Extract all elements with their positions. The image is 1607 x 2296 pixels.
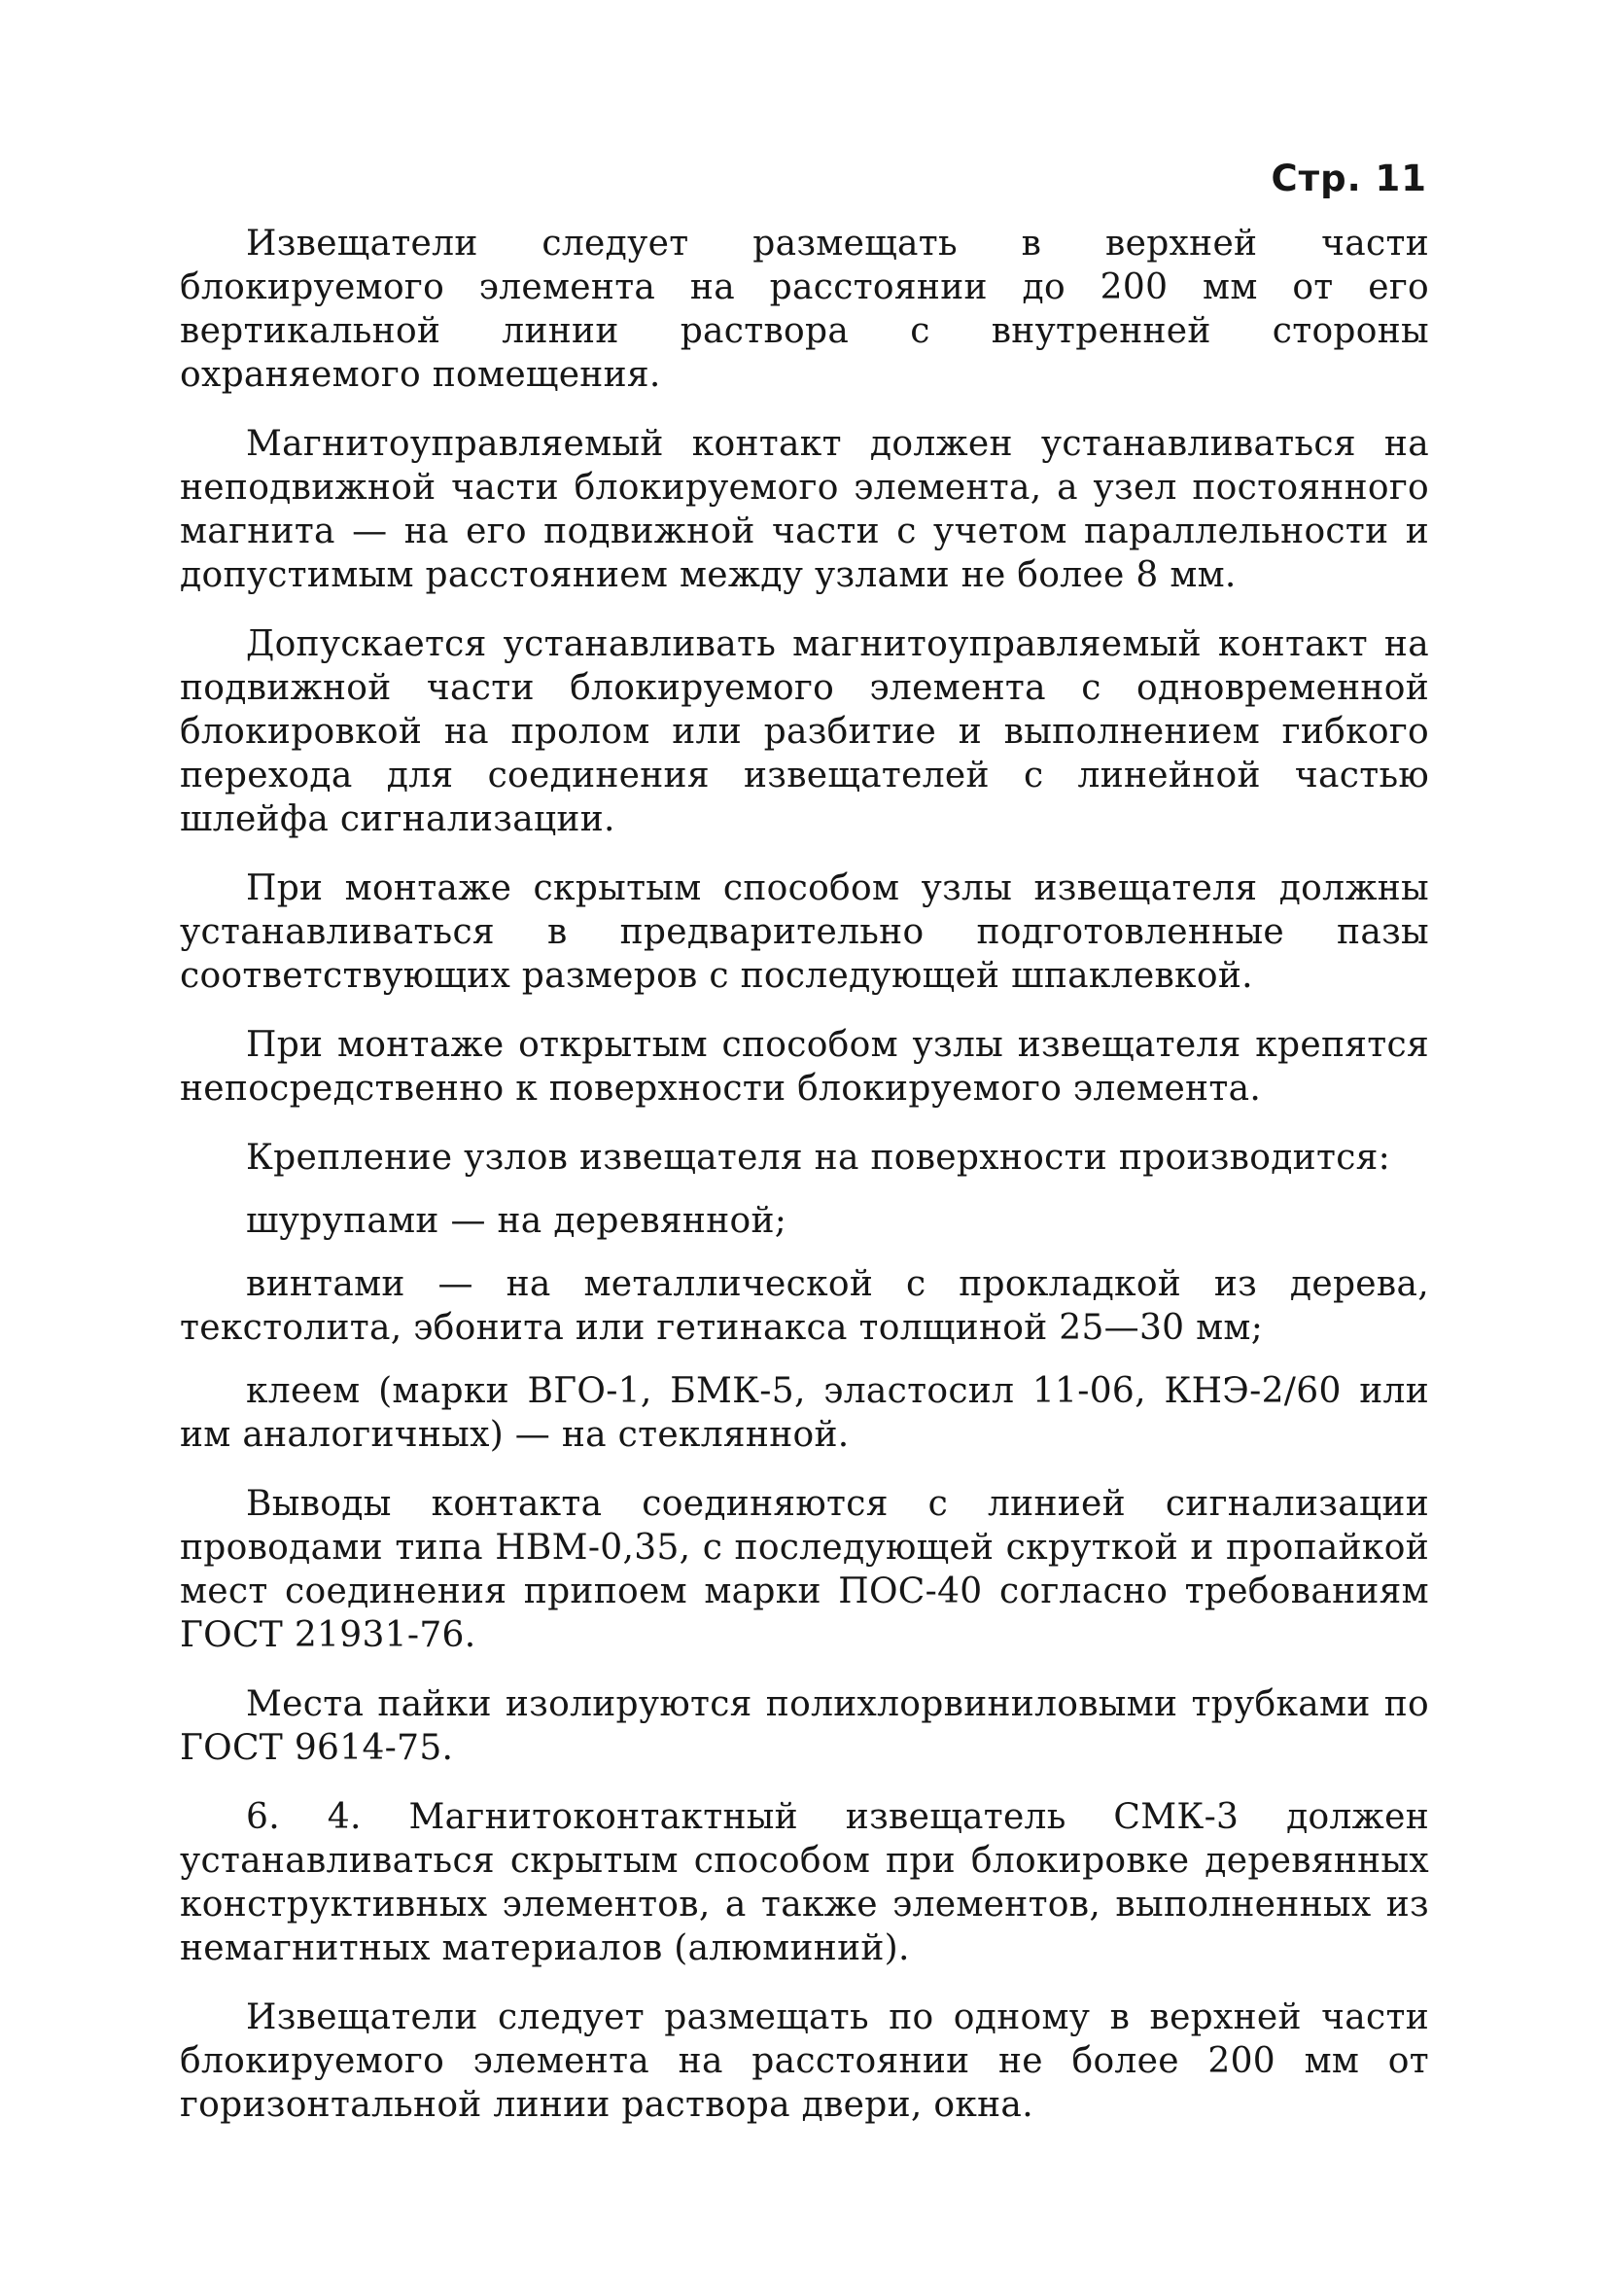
- paragraph-magnet-contact-mounting: Магнитоуправляемый контакт должен устанавливаться на неподвижной части блокируемого элемента, а узел постоянного магнита — на его подвижной части с учетом параллельности и допустимым расстоянием между узлами не более 8 мм.: [180, 424, 1429, 595]
- paragraph-fastening-glue: клеем (марки ВГО-1, БМК-5, эластосил 11-06, КНЭ-2/60 или им аналогичных) — на стеклянной.: [180, 1371, 1429, 1455]
- paragraph-open-mounting: При монтаже открытым способом узлы извещателя крепятся непосредственно к поверхности блокируемого элемента.: [180, 1025, 1429, 1109]
- page-number: Стр. 11: [1271, 158, 1427, 199]
- paragraph-hidden-mounting: При монтаже скрытым способом узлы извещателя должны устанавливаться в предварительно подготовленные пазы соответствующих размеров с последующей шпаклевкой.: [180, 868, 1429, 996]
- paragraph-fastening-bolts: винтами — на металлической с прокладкой из дерева, текстолита, эбонита или гетинакса толщиной 25—30 мм;: [180, 1264, 1429, 1348]
- paragraph-solder-insulation: Места пайки изолируются полихлорвиниловыми трубками по ГОСТ 9614-75.: [180, 1684, 1429, 1768]
- paragraph-placement-vertical: Извещатели следует размещать в верхней части блокируемого элемента на расстоянии до 200 мм от его вертикальной линии раствора с внутренней стороны охраняемого помещения.: [180, 224, 1429, 395]
- paragraph-section-6-4: 6. 4. Магнитоконтактный извещатель СМК-3 должен устанавливаться скрытым способом при блокировке деревянных конструктивных элементов, а также элементов, выполненных из немагнитных материалов (алюминий).: [180, 1797, 1429, 1968]
- document-body: [180, 222, 1429, 2152]
- paragraph-moving-part-mounting: Допускается устанавливать магнитоуправляемый контакт на подвижной части блокируемого элемента с одновременной блокировкой на пролом или разбитие и выполнением гибкого перехода для соединения извещателей с линейной частью шлейфа сигнализации.: [180, 624, 1429, 839]
- paragraph-fastening-intro: Крепление узлов извещателя на поверхности производится:: [246, 1138, 1391, 1178]
- paragraph-placement-horizontal: Извещатели следует размещать по одному в верхней части блокируемого элемента на расстоянии не более 200 мм от горизонтальной линии раствора двери, окна.: [180, 1997, 1429, 2125]
- paragraph-fastening-screws: шурупами — на деревянной;: [246, 1201, 787, 1241]
- paragraph-contact-leads: Выводы контакта соединяются с линией сигнализации проводами типа НВМ-0,35, с последующей скруткой и пропайкой мест соединения припоем марки ПОС-40 согласно требованиям ГОСТ 21931-76.: [180, 1484, 1429, 1655]
